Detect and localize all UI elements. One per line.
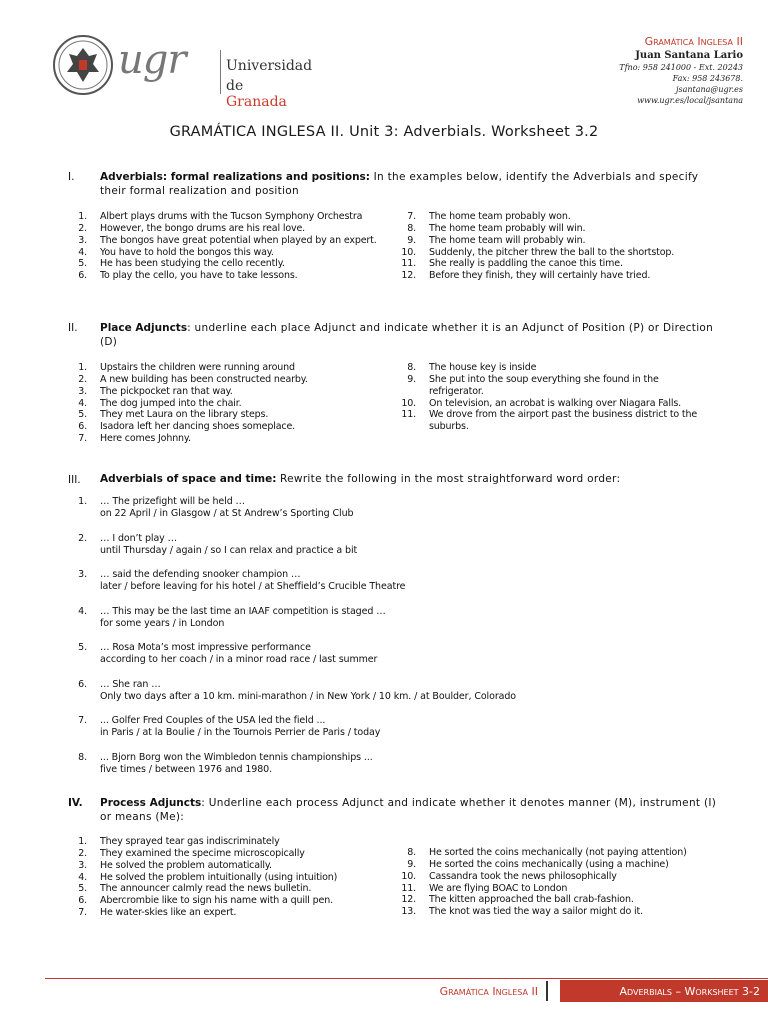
item-text: Here comes Johnny. <box>100 433 191 445</box>
exercise-sentence: … Rosa Mota’s most impressive performance <box>100 642 311 653</box>
item-text: They sprayed tear gas indiscriminately <box>100 836 280 847</box>
list-item <box>65 421 365 433</box>
exercise-adverbials: according to her coach / in a minor road race / last summer <box>100 654 378 666</box>
section-2-left-list <box>65 362 365 445</box>
exercise-item <box>65 642 715 679</box>
header-fax: Fax: 958 243678. <box>672 74 743 83</box>
item-text: A new building has been constructed nearby. <box>100 373 308 385</box>
item-number: 9. <box>407 858 416 870</box>
item-number: 6. <box>78 421 87 433</box>
item-number: 7. <box>407 211 416 222</box>
list-item <box>394 894 724 906</box>
exercise-sentence: … This may be the last time an IAAF competition is staged … <box>100 605 386 617</box>
list-item <box>65 386 365 398</box>
item-number: 12. <box>401 270 416 282</box>
item-number: 10. <box>401 870 416 882</box>
item-number: 7. <box>78 907 87 919</box>
list-item <box>65 258 385 270</box>
list-item <box>394 247 714 259</box>
list-item <box>394 270 714 282</box>
section-2-number: II. <box>68 322 78 334</box>
item-number: 6. <box>78 270 87 282</box>
list-item <box>65 433 365 445</box>
item-text: He sorted the coins mechanically (not paying attention) <box>429 847 687 858</box>
list-item <box>394 223 714 235</box>
exercise-sentence: … The prizefight will be held … <box>100 496 245 507</box>
item-number: 4. <box>78 871 87 883</box>
list-item <box>394 906 724 918</box>
item-text: We drove from the airport past the business district to the suburbs. <box>429 409 698 433</box>
list-item <box>394 362 714 374</box>
section-1-right-list <box>394 211 714 282</box>
exercise-adverbials: five times / between 1976 and 1980. <box>100 763 273 775</box>
exercise-sentence: … said the defending snooker champion … <box>100 569 301 580</box>
item-number: 2. <box>78 847 87 859</box>
university-seal-icon <box>52 34 114 96</box>
section-3-heading: Adverbials of space and time: Rewrite the following in the most straightforward word order: <box>100 473 621 485</box>
item-text: Upstairs the children were running around <box>100 362 295 373</box>
university-name-line2: de Granada <box>226 78 287 110</box>
header-phone: Tfno: 958 241000 - Ext. 20243 <box>619 63 743 72</box>
item-text: To play the cello, you have to take lessons. <box>100 270 298 282</box>
list-item <box>65 848 385 860</box>
header-email[interactable]: jsantana@ugr.es <box>675 85 743 94</box>
exercise-adverbials: until Thursday / again / so I can relax and practice a bit <box>100 544 358 556</box>
exercise-sentence: ... Bjorn Borg won the Wimbledon tennis championships ... <box>100 751 373 763</box>
section-3-exercises <box>65 496 715 778</box>
section-1-heading: Adverbials: formal realizations and positions: In the examples below, identify the Adverbials and specify their formal realization and position <box>100 171 699 197</box>
list-item <box>394 409 714 433</box>
list-item <box>65 270 385 282</box>
exercise-item <box>65 752 715 778</box>
item-number: 10. <box>401 246 416 258</box>
logo-wordmark: ugr <box>118 37 186 83</box>
item-text: The home team probably won. <box>429 211 571 222</box>
exercise-item <box>65 715 715 752</box>
list-item <box>65 362 365 374</box>
item-number: 5. <box>78 258 87 270</box>
item-number: 3. <box>78 385 87 397</box>
item-number: 8. <box>407 362 416 373</box>
exercise-adverbials: in Paris / at la Boulie / in the Tournois Perrier de Paris / today <box>100 727 381 739</box>
document-title: GRAMÁTICA INGLESA II. Unit 3: Adverbials. Worksheet 3.2 <box>169 124 599 140</box>
item-text: However, the bongo drums are his real love. <box>100 222 306 234</box>
exercise-number: 6. <box>78 678 87 690</box>
list-item <box>65 247 385 259</box>
item-number: 5. <box>78 409 87 421</box>
exercise-adverbials: later / before leaving for his hotel / at Sheffield’s Crucible Theatre <box>100 581 406 593</box>
footer-course: Gramática Inglesa II <box>439 985 538 998</box>
university-name-line1: Universidad <box>226 58 313 74</box>
exercise-sentence: ... Golfer Fred Couples of the USA led the field ... <box>100 715 326 726</box>
list-item <box>65 860 385 872</box>
item-text: They met Laura on the library steps. <box>100 409 269 421</box>
item-text: Albert plays drums with the Tucson Symphony Orchestra <box>100 211 363 222</box>
list-item <box>394 398 714 410</box>
item-number: 2. <box>78 373 87 385</box>
exercise-number: 2. <box>78 532 87 544</box>
list-item <box>394 859 724 871</box>
item-number: 9. <box>407 234 416 246</box>
item-text: He water-skies like an expert. <box>100 907 237 919</box>
section-1-number: I. <box>68 171 75 183</box>
item-text: She put into the soup everything she found in the refrigerator. <box>429 373 659 397</box>
item-text: She really is paddling the canoe this time. <box>429 258 623 270</box>
list-item <box>394 374 714 398</box>
university-logo <box>50 32 313 110</box>
section-2-right-list <box>394 362 714 433</box>
item-number: 1. <box>78 211 87 222</box>
list-item <box>65 836 385 848</box>
item-number: 8. <box>407 222 416 234</box>
list-item <box>65 211 385 223</box>
item-text: The knot was tied the way a sailor might do it. <box>429 906 643 918</box>
item-text: The kitten approached the ball crab-fashion. <box>429 894 634 906</box>
exercise-item <box>65 496 715 533</box>
item-number: 13. <box>401 906 416 918</box>
logo-divider <box>220 50 221 94</box>
header-web[interactable]: www.ugr.es/local/jsantana <box>637 96 743 105</box>
item-text: Isadora left her dancing shoes someplace. <box>100 421 296 433</box>
item-text: The home team will probably win. <box>429 234 586 246</box>
exercise-number: 8. <box>78 751 87 763</box>
section-2-heading: Place Adjuncts: underline each place Adjunct and indicate whether it is an Adjunct of Position (P) or Direction (D) <box>100 322 714 348</box>
section-4-right-list <box>394 847 724 918</box>
exercise-adverbials: for some years / in London <box>100 617 225 629</box>
item-text: The pickpocket ran that way. <box>100 385 233 397</box>
item-number: 11. <box>401 409 416 421</box>
item-text: He solved the problem intuitionally (using intuition) <box>100 871 338 883</box>
header-contact-block <box>619 34 743 106</box>
item-text: The dog jumped into the chair. <box>100 397 242 409</box>
item-number: 5. <box>78 883 87 895</box>
item-text: The home team probably will win. <box>429 222 586 234</box>
item-number: 3. <box>78 234 87 246</box>
item-text: He sorted the coins mechanically (using a machine) <box>429 858 669 870</box>
section-4-number: IV. <box>68 797 83 809</box>
list-item <box>65 895 385 907</box>
exercise-number: 1. <box>78 496 87 507</box>
item-text: The announcer calmly read the news bulletin. <box>100 883 312 895</box>
exercise-sentence: … She ran … <box>100 678 161 690</box>
exercise-item <box>65 679 715 716</box>
item-text: Suddenly, the pitcher threw the ball to the shortstop. <box>429 246 675 258</box>
item-text: On television, an acrobat is walking over Niagara Falls. <box>429 397 681 409</box>
list-item <box>394 235 714 247</box>
exercise-item <box>65 606 715 643</box>
exercise-sentence: … I don’t play … <box>100 532 178 544</box>
item-number: 6. <box>78 895 87 907</box>
item-text: Cassandra took the news philosophically <box>429 870 617 882</box>
item-text: He has been studying the cello recently. <box>100 258 285 270</box>
list-item <box>394 883 724 895</box>
exercise-adverbials: on 22 April / in Glasgow / at St Andrew’s Sporting Club <box>100 508 354 520</box>
item-text: You have to hold the bongos this way. <box>100 246 274 258</box>
exercise-number: 7. <box>78 715 87 726</box>
footer-separator <box>546 981 548 1001</box>
item-number: 4. <box>78 246 87 258</box>
item-text: They examined the specime microscopically <box>100 847 305 859</box>
item-number: 10. <box>401 397 416 409</box>
section-4-left-list <box>65 836 385 919</box>
item-text: The house key is inside <box>429 362 537 373</box>
section-1-left-list <box>65 211 385 282</box>
exercise-number: 4. <box>78 605 87 617</box>
item-number: 7. <box>78 433 87 445</box>
item-number: 1. <box>78 362 87 373</box>
header-course: Gramática Inglesa II <box>644 35 743 48</box>
item-number: 12. <box>401 894 416 906</box>
list-item <box>65 907 385 919</box>
item-number: 1. <box>78 836 87 847</box>
list-item <box>394 258 714 270</box>
list-item <box>65 883 385 895</box>
exercise-item <box>65 533 715 570</box>
section-4-heading: Process Adjuncts: Underline each process Adjunct and indicate whether it denotes manner (M), instrument (I) or means (Me): <box>100 797 717 823</box>
list-item <box>65 872 385 884</box>
item-number: 2. <box>78 222 87 234</box>
item-number: 4. <box>78 397 87 409</box>
header-author: Juan Santana Lario <box>635 50 743 61</box>
item-number: 9. <box>407 373 416 385</box>
item-text: He solved the problem automatically. <box>100 859 272 871</box>
section-3-number: III. <box>68 474 81 486</box>
item-text: We are flying BOAC to London <box>429 882 568 894</box>
exercise-adverbials: Only two days after a 10 km. mini-marathon / in New York / 10 km. / at Boulder, Colorado <box>100 690 516 702</box>
exercise-number: 5. <box>78 642 87 653</box>
item-number: 11. <box>401 882 416 894</box>
list-item <box>394 211 714 223</box>
list-item <box>394 871 724 883</box>
list-item <box>65 235 385 247</box>
list-item <box>394 847 724 859</box>
item-number: 11. <box>401 258 416 270</box>
exercise-item <box>65 569 715 606</box>
item-number: 3. <box>78 859 87 871</box>
list-item <box>65 374 365 386</box>
footer-rule <box>45 978 768 979</box>
exercise-number: 3. <box>78 569 87 580</box>
item-text: Before they finish, they will certainly have tried. <box>429 270 651 282</box>
list-item <box>65 398 365 410</box>
item-text: Abercrombie like to sign his name with a quill pen. <box>100 895 333 907</box>
list-item <box>65 223 385 235</box>
list-item <box>65 409 365 421</box>
item-number: 8. <box>407 847 416 858</box>
item-text: The bongos have great potential when played by an expert. <box>100 234 377 246</box>
footer-worksheet-label: Adverbials – Worksheet 3-2 <box>619 985 760 998</box>
